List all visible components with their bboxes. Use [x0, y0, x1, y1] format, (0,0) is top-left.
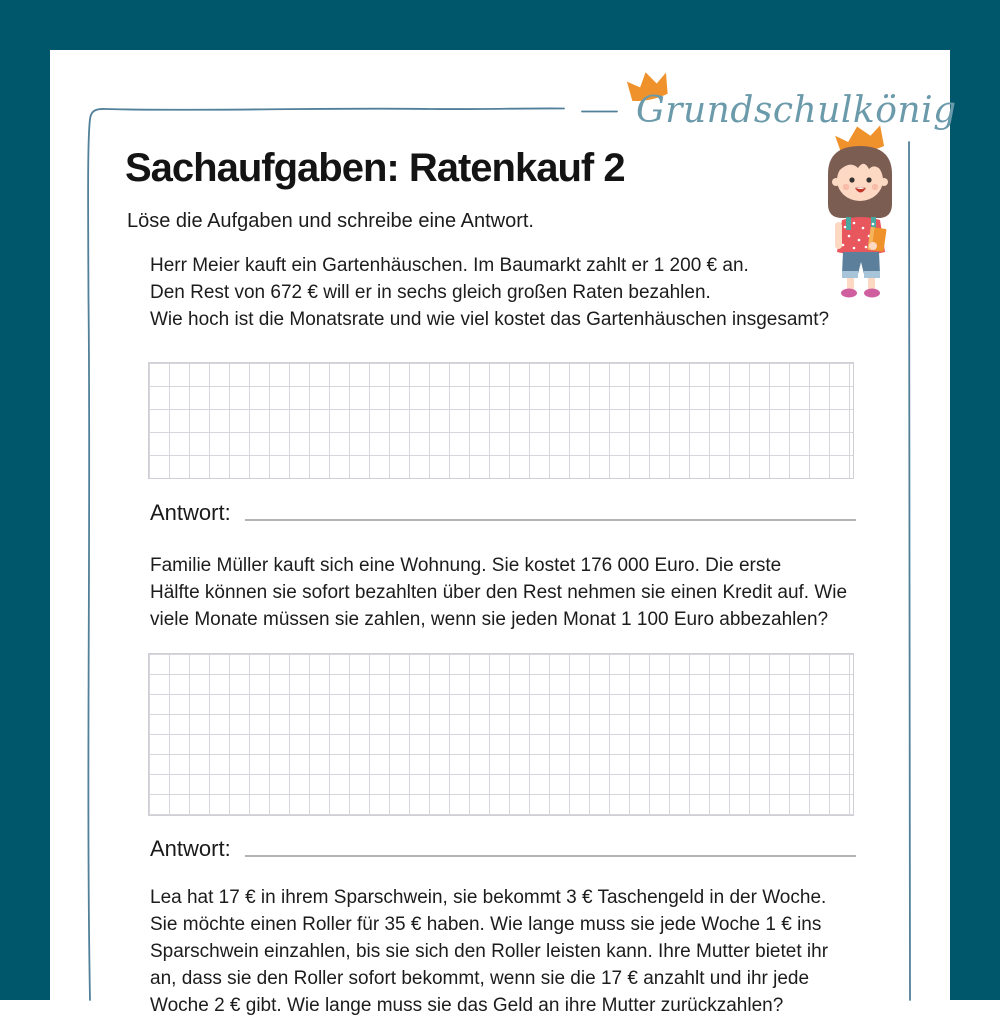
answer-label: Antwort:	[150, 836, 231, 861]
problem-text-line: Sparschwein einzahlen, bis sie sich den Roller leisten kann. Ihre Mutter bietet ihr	[150, 941, 829, 962]
working-grid-2	[148, 653, 854, 816]
problem-text-line: Wie hoch ist die Monatsrate und wie viel kostet das Gartenhäuschen insgesamt?	[150, 309, 830, 330]
answer-row-1	[150, 500, 856, 526]
problem-text-line: Den Rest von 672 € will er in sechs gleich großen Raten bezahlen.	[150, 282, 711, 303]
worksheet-title: Sachaufgaben: Ratenkauf 2	[125, 146, 625, 190]
worksheet-instruction: Löse die Aufgaben und schreibe eine Antwort.	[127, 210, 534, 232]
problem-text-line: viele Monate müssen sie zahlen, wenn sie jeden Monat 1 100 Euro abbezahlen?	[150, 609, 829, 630]
problem-text-line: Hälfte können sie sofort bezahlten über den Rest nehmen sie einen Kredit auf. Wie	[150, 582, 848, 603]
problem-text-line: Sie möchte einen Roller für 35 € haben. Wie lange muss sie jede Woche 1 € ins	[150, 914, 822, 935]
problem-text-line: Woche 2 € gibt. Wie lange muss sie das Geld an ihre Mutter zurückzahlen?	[150, 995, 784, 1016]
answer-label: Antwort:	[150, 500, 231, 525]
logo-text: Grundschulkönig	[636, 90, 957, 131]
problem-2	[150, 552, 870, 633]
problem-text-line: an, dass sie den Roller sofort bekommt, wenn sie die 17 € anzahlt und ihr jede	[150, 968, 810, 989]
problem-text-line: Lea hat 17 € in ihrem Sparschwein, sie bekommt 3 € Taschengeld in der Woche.	[150, 887, 827, 908]
problem-1	[150, 252, 870, 333]
problem-text-line: Familie Müller kauft sich eine Wohnung. Sie kostet 176 000 Euro. Die erste	[150, 555, 782, 576]
answer-blank-line	[245, 519, 856, 521]
answer-blank-line	[245, 855, 856, 857]
working-grid-1	[148, 362, 854, 479]
problem-text-line: Herr Meier kauft ein Gartenhäuschen. Im Baumarkt zahlt er 1 200 € an.	[150, 255, 749, 276]
problem-3	[150, 884, 870, 1019]
answer-row-2	[150, 836, 856, 862]
